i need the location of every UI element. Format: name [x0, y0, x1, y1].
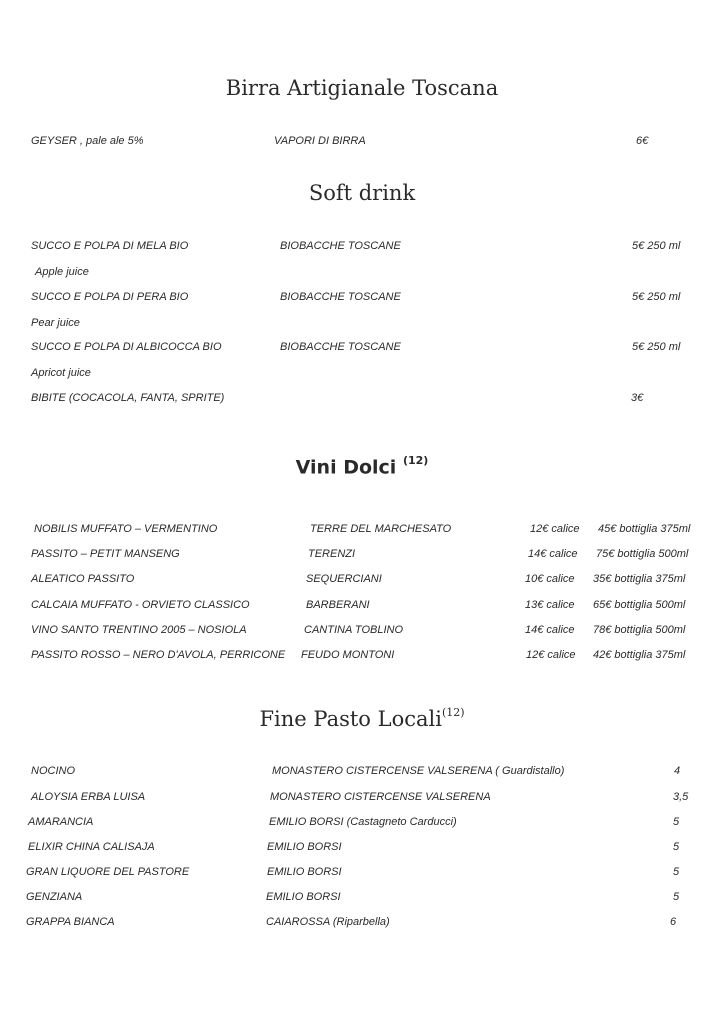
section-title-soft-drink: Soft drink [308, 181, 416, 205]
item-price: 5 [673, 866, 680, 878]
item-name: PASSITO – PETIT MANSENG [31, 548, 180, 560]
item-name: NOCINO [31, 765, 75, 777]
item-glass-price: 13€ calice [525, 599, 575, 611]
item-price: 6 [670, 916, 677, 928]
item-producer: TERENZI [308, 548, 356, 560]
item-producer: SEQUERCIANI [306, 573, 382, 585]
item-name: BIBITE (COCACOLA, FANTA, SPRITE) [31, 392, 225, 404]
item-name: VINO SANTO TRENTINO 2005 – NOSIOLA [31, 624, 247, 636]
item-glass-price: 12€ calice [526, 649, 576, 661]
item-producer: MONASTERO CISTERCENSE VALSERENA [270, 791, 491, 803]
item-name: AMARANCIA [28, 816, 94, 828]
item-producer: BIOBACCHE TOSCANE [280, 240, 401, 252]
item-note: Pear juice [31, 317, 80, 329]
item-note: Apple juice [35, 266, 89, 278]
item-bottle-price: 78€ bottiglia 500ml [593, 624, 686, 636]
item-producer: TERRE DEL MARCHESATO [310, 523, 452, 535]
item-price: 5€ 250 ml [632, 341, 681, 353]
item-name: NOBILIS MUFFATO – VERMENTINO [34, 523, 218, 535]
section-title-vini-dolci [0, 456, 724, 478]
item-producer: EMILIO BORSI [267, 841, 342, 853]
item-bottle-price: 35€ bottiglia 375ml [593, 573, 686, 585]
item-name: SUCCO E POLPA DI MELA BIO [31, 240, 189, 252]
item-producer: BIOBACCHE TOSCANE [280, 341, 401, 353]
item-producer: BIOBACCHE TOSCANE [280, 291, 401, 303]
item-glass-price: 10€ calice [525, 573, 575, 585]
item-price: 5 [673, 816, 680, 828]
item-name: GRAN LIQUORE DEL PASTORE [26, 866, 190, 878]
section-title-sup: (12) [402, 454, 429, 467]
item-name: GENZIANA [26, 891, 83, 903]
item-name: CALCAIA MUFFATO - ORVIETO CLASSICO [31, 599, 250, 611]
item-producer: CANTINA TOBLINO [304, 624, 404, 636]
item-glass-price: 12€ calice [530, 523, 580, 535]
item-price: 5€ 250 ml [632, 291, 681, 303]
item-name: SUCCO E POLPA DI PERA BIO [31, 291, 189, 303]
item-name: PASSITO ROSSO – NERO D'AVOLA, PERRICONE [31, 649, 286, 661]
item-producer: VAPORI DI BIRRA [274, 135, 366, 147]
item-price: 5 [673, 841, 680, 853]
item-name: ELIXIR CHINA CALISAJA [28, 841, 155, 853]
item-name: ALOYSIA ERBA LUISA [31, 791, 146, 803]
item-bottle-price: 45€ bottiglia 375ml [598, 523, 691, 535]
section-title-beer: Birra Artigianale Toscana [225, 76, 499, 100]
item-glass-price: 14€ calice [528, 548, 578, 560]
item-producer: EMILIO BORSI (Castagneto Carducci) [269, 816, 457, 828]
section-title-text: Vini Dolci [295, 456, 397, 479]
item-price: 5 [673, 891, 680, 903]
item-producer: EMILIO BORSI [266, 891, 341, 903]
item-price: 3€ [631, 392, 644, 404]
item-producer: FEUDO MONTONI [301, 649, 395, 661]
item-bottle-price: 42€ bottiglia 375ml [593, 649, 686, 661]
item-price: 5€ 250 ml [632, 240, 681, 252]
item-producer: EMILIO BORSI [267, 866, 342, 878]
section-title-text: Fine Pasto Locali [259, 707, 442, 731]
item-producer: BARBERANI [306, 599, 370, 611]
item-price: 4 [674, 765, 681, 777]
section-title-fine-pasto [0, 707, 724, 731]
item-price: 6€ [636, 135, 649, 147]
item-price: 3,5 [673, 791, 689, 803]
item-producer: MONASTERO CISTERCENSE VALSERENA ( Guardistallo) [272, 765, 565, 777]
item-bottle-price: 65€ bottiglia 500ml [593, 599, 686, 611]
item-name: GEYSER , pale ale 5% [31, 135, 144, 147]
item-name: GRAPPA BIANCA [26, 916, 115, 928]
item-glass-price: 14€ calice [525, 624, 575, 636]
item-note: Apricot juice [31, 367, 91, 379]
item-name: SUCCO E POLPA DI ALBICOCCA BIO [31, 341, 222, 353]
item-bottle-price: 75€ bottiglia 500ml [596, 548, 689, 560]
item-name: ALEATICO PASSITO [31, 573, 135, 585]
item-producer: CAIAROSSA (Riparbella) [266, 916, 390, 928]
section-title-sup: (12) [441, 706, 465, 719]
